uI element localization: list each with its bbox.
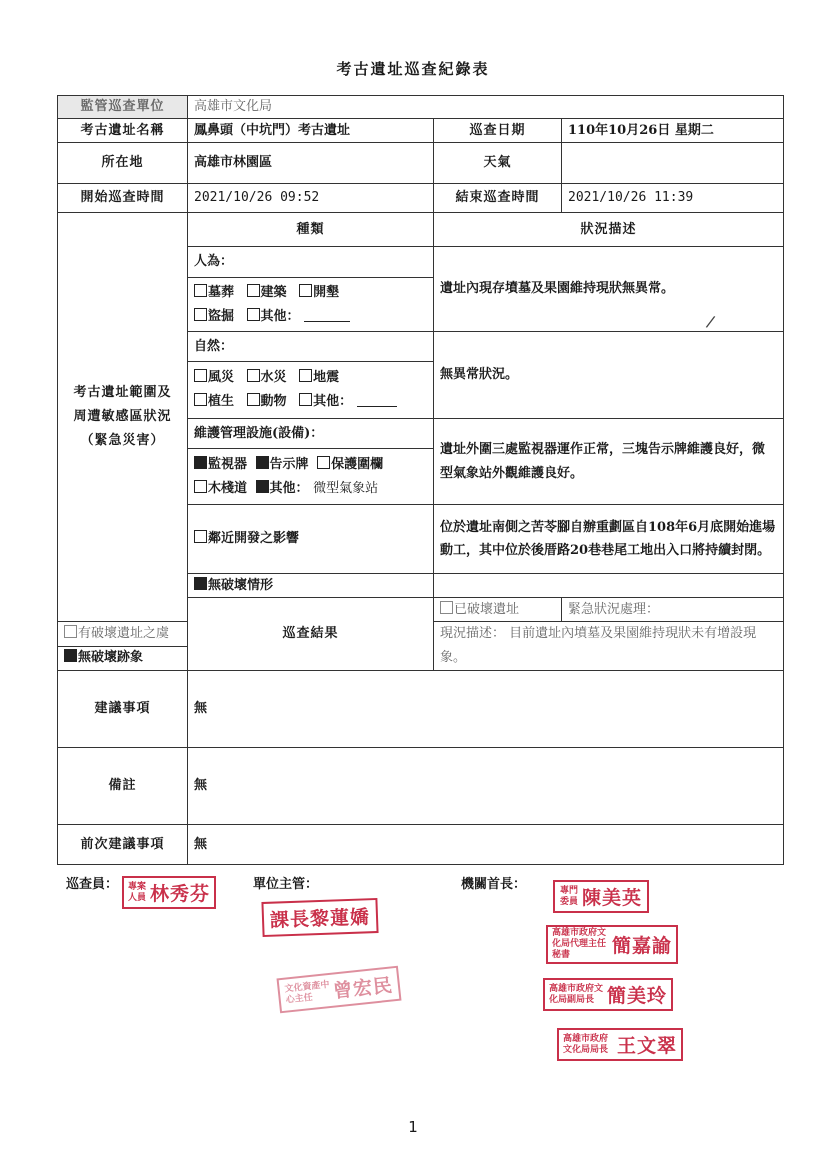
human-option-building[interactable]: 建築: [247, 285, 287, 300]
prev-value: 無: [188, 825, 784, 865]
human-option-burial[interactable]: 墓葬: [194, 285, 234, 300]
head3-stamp: 高雄市政府文化局副局長 簡美玲: [543, 978, 673, 1011]
facility-option-boardwalk[interactable]: 木棧道: [194, 481, 247, 496]
area-label-line-2: 周遭敏感區狀況: [73, 409, 172, 424]
facilities-options: [188, 449, 434, 505]
checkbox[interactable]: [194, 393, 207, 406]
natural-title: 自然：: [188, 332, 434, 362]
form-title: 考古遺址巡查紀錄表: [336, 60, 490, 78]
other-blank: [357, 394, 397, 407]
status-header: 狀況描述: [434, 213, 784, 247]
unit-value: 高雄市文化局: [188, 96, 784, 119]
note-label: 備註: [58, 748, 188, 825]
type-header: 種類: [188, 213, 434, 247]
emergency-label: 緊急狀況處理：: [562, 598, 784, 622]
natural-option-earthquake[interactable]: 地震: [299, 370, 339, 385]
natural-option-wind[interactable]: 風災: [194, 370, 234, 385]
checkbox[interactable]: [194, 530, 207, 543]
human-status: 遺址內現存墳墓及果園維持現狀無異常。: [434, 247, 784, 332]
location-value: 高雄市林園區: [188, 143, 434, 184]
checkbox[interactable]: [194, 308, 207, 321]
facilities-status: 遺址外圍三處監視器運作正常，三塊告示牌維護良好，微型氣象站外觀維護良好。: [434, 419, 784, 505]
natural-option-plants[interactable]: 植生: [194, 394, 234, 409]
checkbox[interactable]: [247, 308, 260, 321]
human-options: [188, 278, 434, 332]
head-label: 機關首長：: [461, 877, 527, 892]
checkbox[interactable]: [194, 480, 207, 493]
note-value: 無: [188, 748, 784, 825]
other-blank: [304, 309, 350, 322]
head4-stamp: 高雄市政府文化局局長 王文翠: [557, 1028, 683, 1061]
suggest-value: 無: [188, 671, 784, 748]
result-option-destroyed[interactable]: 已破壞遺址: [434, 598, 562, 622]
result-description: 現況描述： 目前遺址內墳墓及果園維持現狀未有增設現象。: [434, 622, 784, 671]
inspector-stamp: 專案人員 林秀芬: [122, 876, 216, 909]
checkbox-checked[interactable]: [194, 577, 207, 590]
site-value: 鳳鼻頭（中坑門）考古遺址: [188, 119, 434, 143]
date-label: 巡查日期: [434, 119, 562, 143]
weather-value: [562, 143, 784, 184]
result-option-risk[interactable]: 有破壞遺址之虞: [58, 622, 188, 647]
prev-label: 前次建議事項: [58, 825, 188, 865]
head1-stamp: 專門委員 陳美英: [553, 880, 649, 913]
unit-label: 監管巡查單位: [58, 96, 188, 119]
facility-option-fence[interactable]: 保護圍欄: [317, 457, 383, 472]
area-label-line-3: （緊急災害）: [80, 433, 165, 448]
facility-other-text: 微型氣象站: [313, 480, 379, 496]
checkbox[interactable]: [299, 393, 312, 406]
end-label: 結束巡查時間: [434, 184, 562, 213]
none-destroyed-blank: [434, 574, 784, 598]
human-option-cultivation[interactable]: 開墾: [299, 285, 339, 300]
checkbox-checked[interactable]: [64, 649, 77, 662]
supervisor2-stamp: 文化資產中心主任 曾宏民: [277, 966, 402, 1014]
human-option-looting[interactable]: 盜掘: [194, 309, 234, 324]
none-destroyed-option[interactable]: 無破壞情形: [188, 574, 434, 598]
checkbox[interactable]: [247, 369, 260, 382]
checkbox-checked[interactable]: [256, 456, 269, 469]
suggest-label: 建議事項: [58, 671, 188, 748]
facility-option-cctv[interactable]: 監視器: [194, 457, 247, 472]
natural-options: [188, 362, 434, 419]
checkbox[interactable]: [247, 393, 260, 406]
checkbox[interactable]: [194, 284, 207, 297]
facilities-title: 維護管理設施(設備)：: [188, 419, 434, 449]
development-option[interactable]: 鄰近開發之影響: [188, 505, 434, 574]
checkbox[interactable]: [64, 625, 77, 638]
pen-tick-mark: /: [704, 311, 717, 332]
natural-status: 無異常狀況。: [434, 332, 784, 419]
natural-option-flood[interactable]: 水災: [247, 370, 287, 385]
checkbox[interactable]: [299, 369, 312, 382]
area-label: [58, 213, 188, 622]
checkbox[interactable]: [317, 456, 330, 469]
checkbox[interactable]: [299, 284, 312, 297]
facility-option-signboard[interactable]: 告示牌: [256, 457, 309, 472]
supervisor-stamp: 課長黎蓮嬌: [261, 898, 378, 937]
human-option-other[interactable]: 其他：: [247, 309, 351, 324]
site-label: 考古遺址名稱: [58, 119, 188, 143]
checkbox-checked[interactable]: [194, 456, 207, 469]
location-label: 所在地: [58, 143, 188, 184]
area-label-line-1: 考古遺址範圍及: [73, 385, 172, 400]
checkbox[interactable]: [194, 369, 207, 382]
start-label: 開始巡查時間: [58, 184, 188, 213]
result-label: 巡查結果: [188, 598, 434, 671]
inspector-label: 巡查員：: [66, 877, 119, 892]
result-option-none[interactable]: 無破壞跡象: [58, 646, 188, 671]
facility-option-other[interactable]: 其他： 微型氣象站: [256, 481, 379, 496]
start-value: 2021/10/26 09:52: [188, 184, 434, 213]
checkbox[interactable]: [440, 601, 453, 614]
checkbox[interactable]: [247, 284, 260, 297]
head2-stamp: 高雄市政府文化局代理主任秘書 簡嘉諭: [546, 925, 678, 964]
weather-label: 天氣: [434, 143, 562, 184]
development-status: 位於遺址南側之苦苓腳自辦重劃區自108年6月底開始進場動工，其中位於後厝路20巷巷尾工地出入口將持續封閉。: [434, 505, 784, 574]
end-value: 2021/10/26 11:39: [562, 184, 784, 213]
date-value: 110年10月26日 星期二: [562, 119, 784, 143]
checkbox-checked[interactable]: [256, 480, 269, 493]
human-title: 人為：: [188, 247, 434, 278]
page-number: 1: [408, 1118, 418, 1136]
inspection-table: [57, 95, 784, 865]
supervisor-label: 單位主管：: [253, 877, 319, 892]
natural-option-other[interactable]: 其他：: [299, 394, 397, 409]
natural-option-animals[interactable]: 動物: [247, 394, 287, 409]
